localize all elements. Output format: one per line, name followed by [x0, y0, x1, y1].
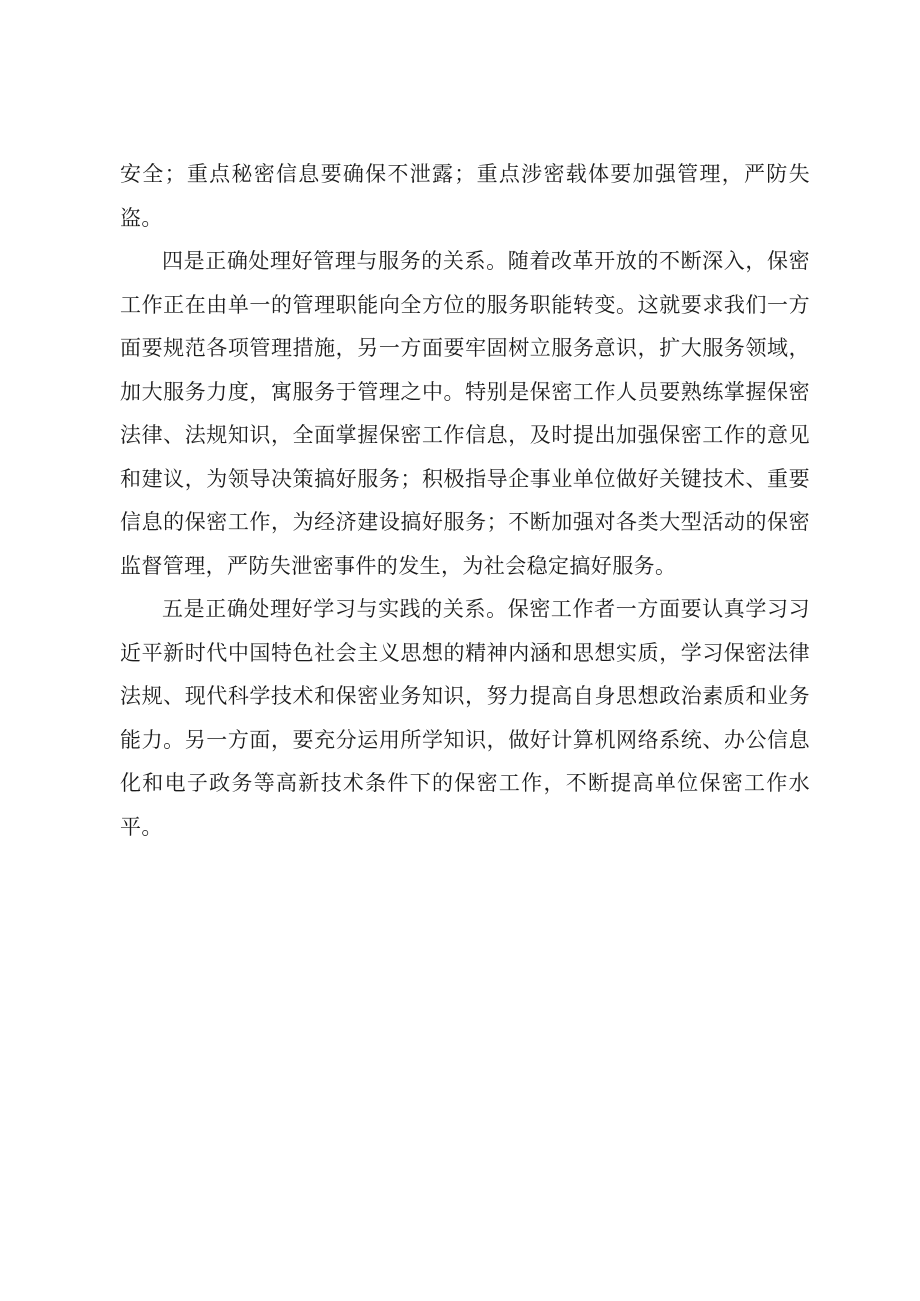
document-body — [120, 153, 810, 849]
paragraph-continuation: 安全；重点秘密信息要确保不泄露；重点涉密载体要加强管理，严防失盗。 — [120, 162, 810, 230]
paragraph-study-practice: 五是正确处理好学习与实践的关系。保密工作者一方面要认真学习习近平新时代中国特色社会主义思想的精神内涵和思想实质，学习保密法律法规、现代科学技术和保密业务知识，努力提高自身思想政治素质和业务能力。另一方面，要充分运用所学知识，做好计算机网络系统、办公信息化和电子政务等高新技术条件下的保密工作，不断提高单位保密工作水平。 — [120, 597, 810, 839]
paragraph-management-service: 四是正确处理好管理与服务的关系。随着改革开放的不断深入，保密工作正在由单一的管理职能向全方位的服务职能转变。这就要求我们一方面要规范各项管理措施，另一方面要牢固树立服务意识，扩大服务领域，加大服务力度，寓服务于管理之中。特别是保密工作人员要熟练掌握保密法律、法规知识，全面掌握保密工作信息，及时提出加强保密工作的意见和建议，为领导决策搞好服务；积极指导企事业单位做好关键技术、重要信息的保密工作，为经济建设搞好服务；不断加强对各类大型活动的保密监督管理，严防失泄密事件的发生，为社会稳定搞好服务。 — [120, 249, 810, 578]
